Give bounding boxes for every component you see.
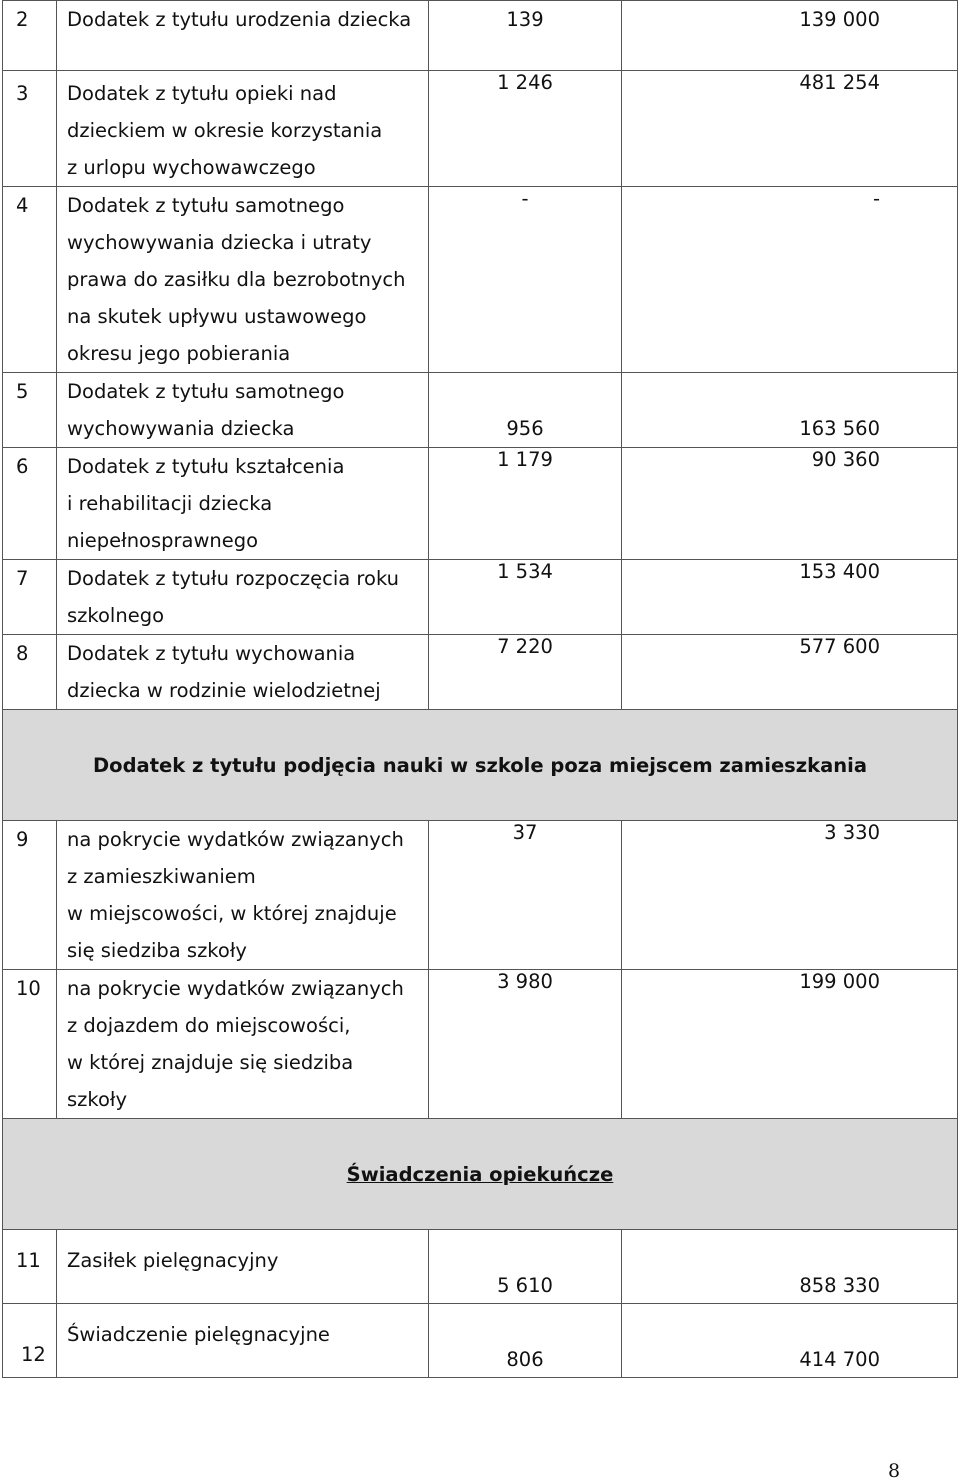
description-line: Dodatek z tytułu rozpoczęcia roku <box>67 567 400 590</box>
description-line: Dodatek z tytułu opieki nad <box>67 82 337 105</box>
description-line: niepełnosprawnego <box>67 529 259 552</box>
table-row <box>3 821 958 970</box>
row-description <box>57 560 429 635</box>
row-description <box>57 373 429 448</box>
table-row <box>3 1304 958 1378</box>
description-line: wychowywania dziecka <box>67 417 295 440</box>
description-line: Dodatek z tytułu kształcenia <box>67 455 345 478</box>
row-amount: 414 700 <box>622 1304 958 1378</box>
table-row <box>3 71 958 187</box>
description-line: z dojazdem do miejscowości, <box>67 1014 351 1037</box>
row-number: 6 <box>3 448 57 560</box>
row-amount: 858 330 <box>622 1230 958 1304</box>
description-line: szkoły <box>67 1088 128 1111</box>
description-line: Dodatek z tytułu wychowania <box>67 642 356 665</box>
row-description <box>57 1 429 71</box>
description-line: Zasiłek pielęgnacyjny <box>67 1249 279 1272</box>
row-amount: 139 000 <box>622 1 958 71</box>
row-description <box>57 821 429 970</box>
description-line: z urlopu wychowawczego <box>67 156 316 179</box>
row-count: 1 179 <box>429 448 622 560</box>
row-description <box>57 1230 429 1304</box>
row-count: 806 <box>429 1304 622 1378</box>
row-description <box>57 448 429 560</box>
row-amount: 153 400 <box>622 560 958 635</box>
description-line: dziecka w rodzinie wielodzietnej <box>67 679 381 702</box>
row-count: 1 534 <box>429 560 622 635</box>
row-amount: 90 360 <box>622 448 958 560</box>
table-row <box>3 635 958 710</box>
row-number: 10 <box>3 970 57 1119</box>
row-number: 11 <box>3 1230 57 1304</box>
description-line: i rehabilitacji dziecka <box>67 492 273 515</box>
description-line: Dodatek z tytułu samotnego <box>67 380 345 403</box>
section-header-row <box>3 1119 958 1230</box>
page-number: 8 <box>888 1460 901 1482</box>
row-count: 5 610 <box>429 1230 622 1304</box>
row-count: 3 980 <box>429 970 622 1119</box>
table-row <box>3 448 958 560</box>
row-number: 12 <box>3 1304 57 1378</box>
description-line: w której znajduje się siedziba <box>67 1051 354 1074</box>
row-count: 956 <box>429 373 622 448</box>
description-line: szkolnego <box>67 604 165 627</box>
description-line: na pokrycie wydatków związanych <box>67 828 404 851</box>
table-row <box>3 560 958 635</box>
description-line: wychowywania dziecka i utraty <box>67 231 372 254</box>
row-amount: - <box>622 187 958 373</box>
row-description <box>57 1304 429 1378</box>
row-number: 9 <box>3 821 57 970</box>
section-title: Dodatek z tytułu podjęcia nauki w szkole poza miejscem zamieszkania <box>3 710 958 821</box>
description-line: Dodatek z tytułu urodzenia dziecka <box>67 8 412 31</box>
description-line: na skutek upływu ustawowego <box>67 305 367 328</box>
row-number: 4 <box>3 187 57 373</box>
section-header-row <box>3 710 958 821</box>
row-count: 1 246 <box>429 71 622 187</box>
description-line: w miejscowości, w której znajduje <box>67 902 397 925</box>
row-description <box>57 970 429 1119</box>
description-line: Dodatek z tytułu samotnego <box>67 194 345 217</box>
row-description <box>57 635 429 710</box>
row-count: 37 <box>429 821 622 970</box>
row-count: 139 <box>429 1 622 71</box>
row-number: 3 <box>3 71 57 187</box>
section-cell <box>3 1119 958 1230</box>
row-amount: 481 254 <box>622 71 958 187</box>
table-row <box>3 1 958 71</box>
description-line: prawa do zasiłku dla bezrobotnych <box>67 268 406 291</box>
row-amount: 3 330 <box>622 821 958 970</box>
section-title: Świadczenia opiekuńcze <box>346 1162 614 1186</box>
row-number: 8 <box>3 635 57 710</box>
row-number: 2 <box>3 1 57 71</box>
description-line: Świadczenie pielęgnacyjne <box>67 1323 330 1346</box>
row-description <box>57 71 429 187</box>
description-line: okresu jego pobierania <box>67 342 291 365</box>
table-row <box>3 373 958 448</box>
row-number: 7 <box>3 560 57 635</box>
description-line: z zamieszkiwaniem <box>67 865 256 888</box>
description-line: się siedziba szkoły <box>67 939 247 962</box>
table-row <box>3 970 958 1119</box>
row-description <box>57 187 429 373</box>
row-amount: 163 560 <box>622 373 958 448</box>
row-number: 5 <box>3 373 57 448</box>
table-row <box>3 187 958 373</box>
description-line: dzieckiem w okresie korzystania <box>67 119 383 142</box>
row-count: - <box>429 187 622 373</box>
description-line: na pokrycie wydatków związanych <box>67 977 404 1000</box>
row-count: 7 220 <box>429 635 622 710</box>
row-amount: 577 600 <box>622 635 958 710</box>
benefits-table <box>2 0 958 1378</box>
row-amount: 199 000 <box>622 970 958 1119</box>
table-row <box>3 1230 958 1304</box>
